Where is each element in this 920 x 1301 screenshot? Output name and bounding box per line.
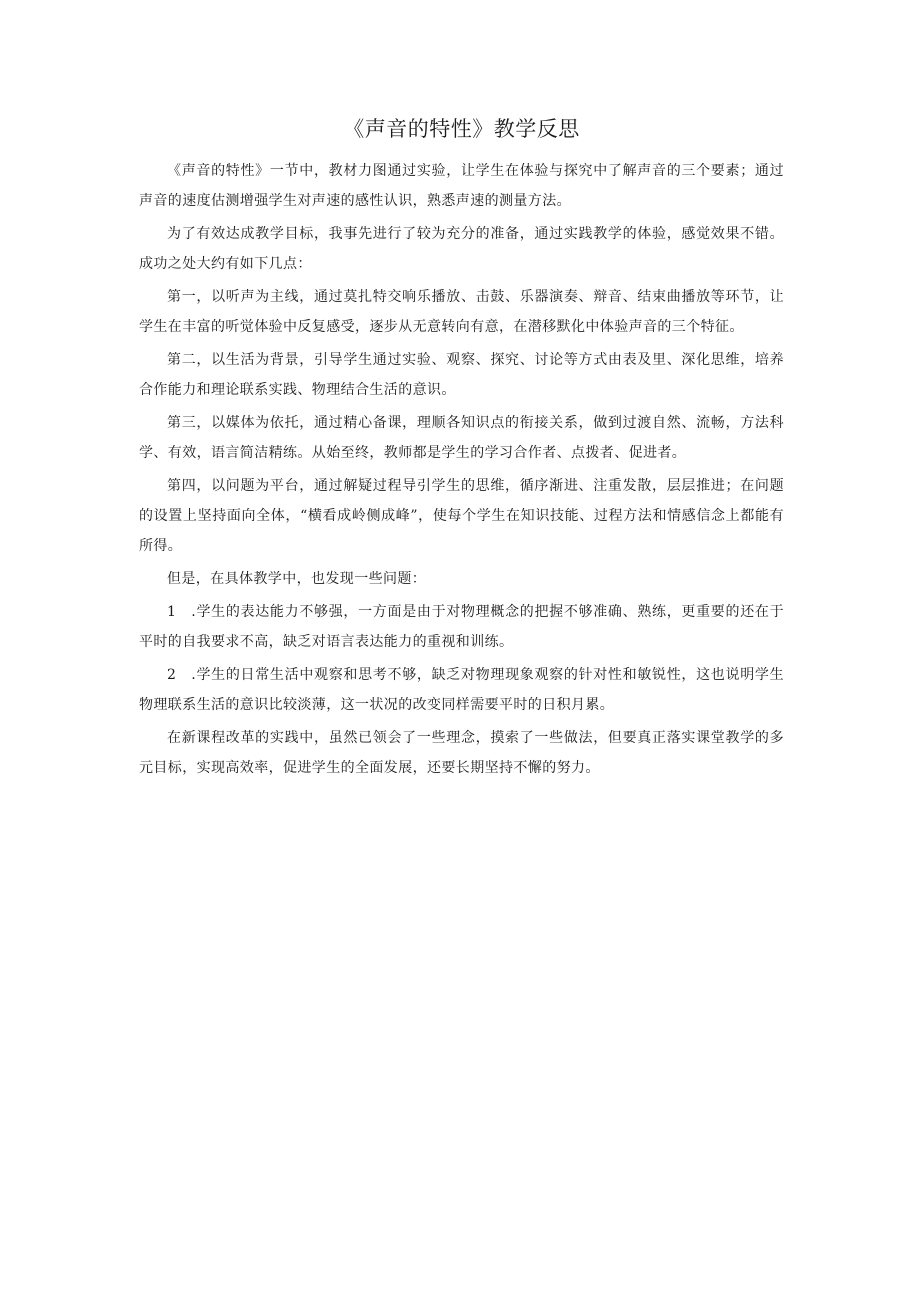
paragraph-intro: 《声音的特性》一节中，教材力图通过实验，让学生在体验与探究中了解声音的三个要素；通过声音的速度估测增强学生对声速的感性认识，熟悉声速的测量方法。 — [139, 163, 784, 209]
paragraph-point-4: 第四，以问题为平台，通过解疑过程导引学生的思维，循序渐进、注重发散，层层推进；在问题的设置上坚持面向全体，“横看成岭侧成峰”，使每个学生在知识技能、过程方法和情感信念上都能有所得。 — [139, 478, 784, 554]
paragraph-preparation: 为了有效达成教学目标，我事先进行了较为充分的准备，通过实践教学的体验，感觉效果不错。成功之处大约有如下几点： — [139, 226, 784, 272]
paragraph-point-3: 第三，以媒体为依托，通过精心备课，理顺各知识点的衔接关系，做到过渡自然、流畅，方法科学、有效，语言简洁精练。从始至终，教师都是学生的学习合作者、点拨者、促进者。 — [139, 415, 784, 461]
document-page — [139, 112, 784, 786]
paragraph-problem-1: 1 .学生的表达能力不够强，一方面是由于对物理概念的把握不够准确、熟练，更重要的还在于平时的自我要求不高，缺乏对语言表达能力的重视和训练。 — [139, 604, 784, 650]
paragraph-problem-2: 2 .学生的日常生活中观察和思考不够，缺乏对物理现象观察的针对性和敏锐性，这也说明学生物理联系生活的意识比较淡薄，这一状况的改变同样需要平时的日积月累。 — [139, 667, 784, 713]
paragraph-conclusion: 在新课程改革的实践中，虽然已领会了一些理念，摸索了一些做法，但要真正落实课堂教学的多元目标，实现高效率，促进学生的全面发展，还要长期坚持不懈的努力。 — [139, 730, 784, 776]
paragraph-problems-intro: 但是，在具体教学中，也发现一些问题： — [167, 571, 427, 587]
paragraph-point-1: 第一，以听声为主线，通过莫扎特交响乐播放、击鼓、乐器演奏、辩音、结束曲播放等环节，让学生在丰富的听觉体验中反复感受，逐步从无意转向有意，在潜移默化中体验声音的三个特征。 — [139, 289, 784, 335]
paragraph-point-2: 第二，以生活为背景，引导学生通过实验、观察、探究、讨论等方式由表及里、深化思维，培养合作能力和理论联系实践、物理结合生活的意识。 — [139, 352, 784, 398]
document-title: 《声音的特性》教学反思 — [343, 117, 580, 141]
